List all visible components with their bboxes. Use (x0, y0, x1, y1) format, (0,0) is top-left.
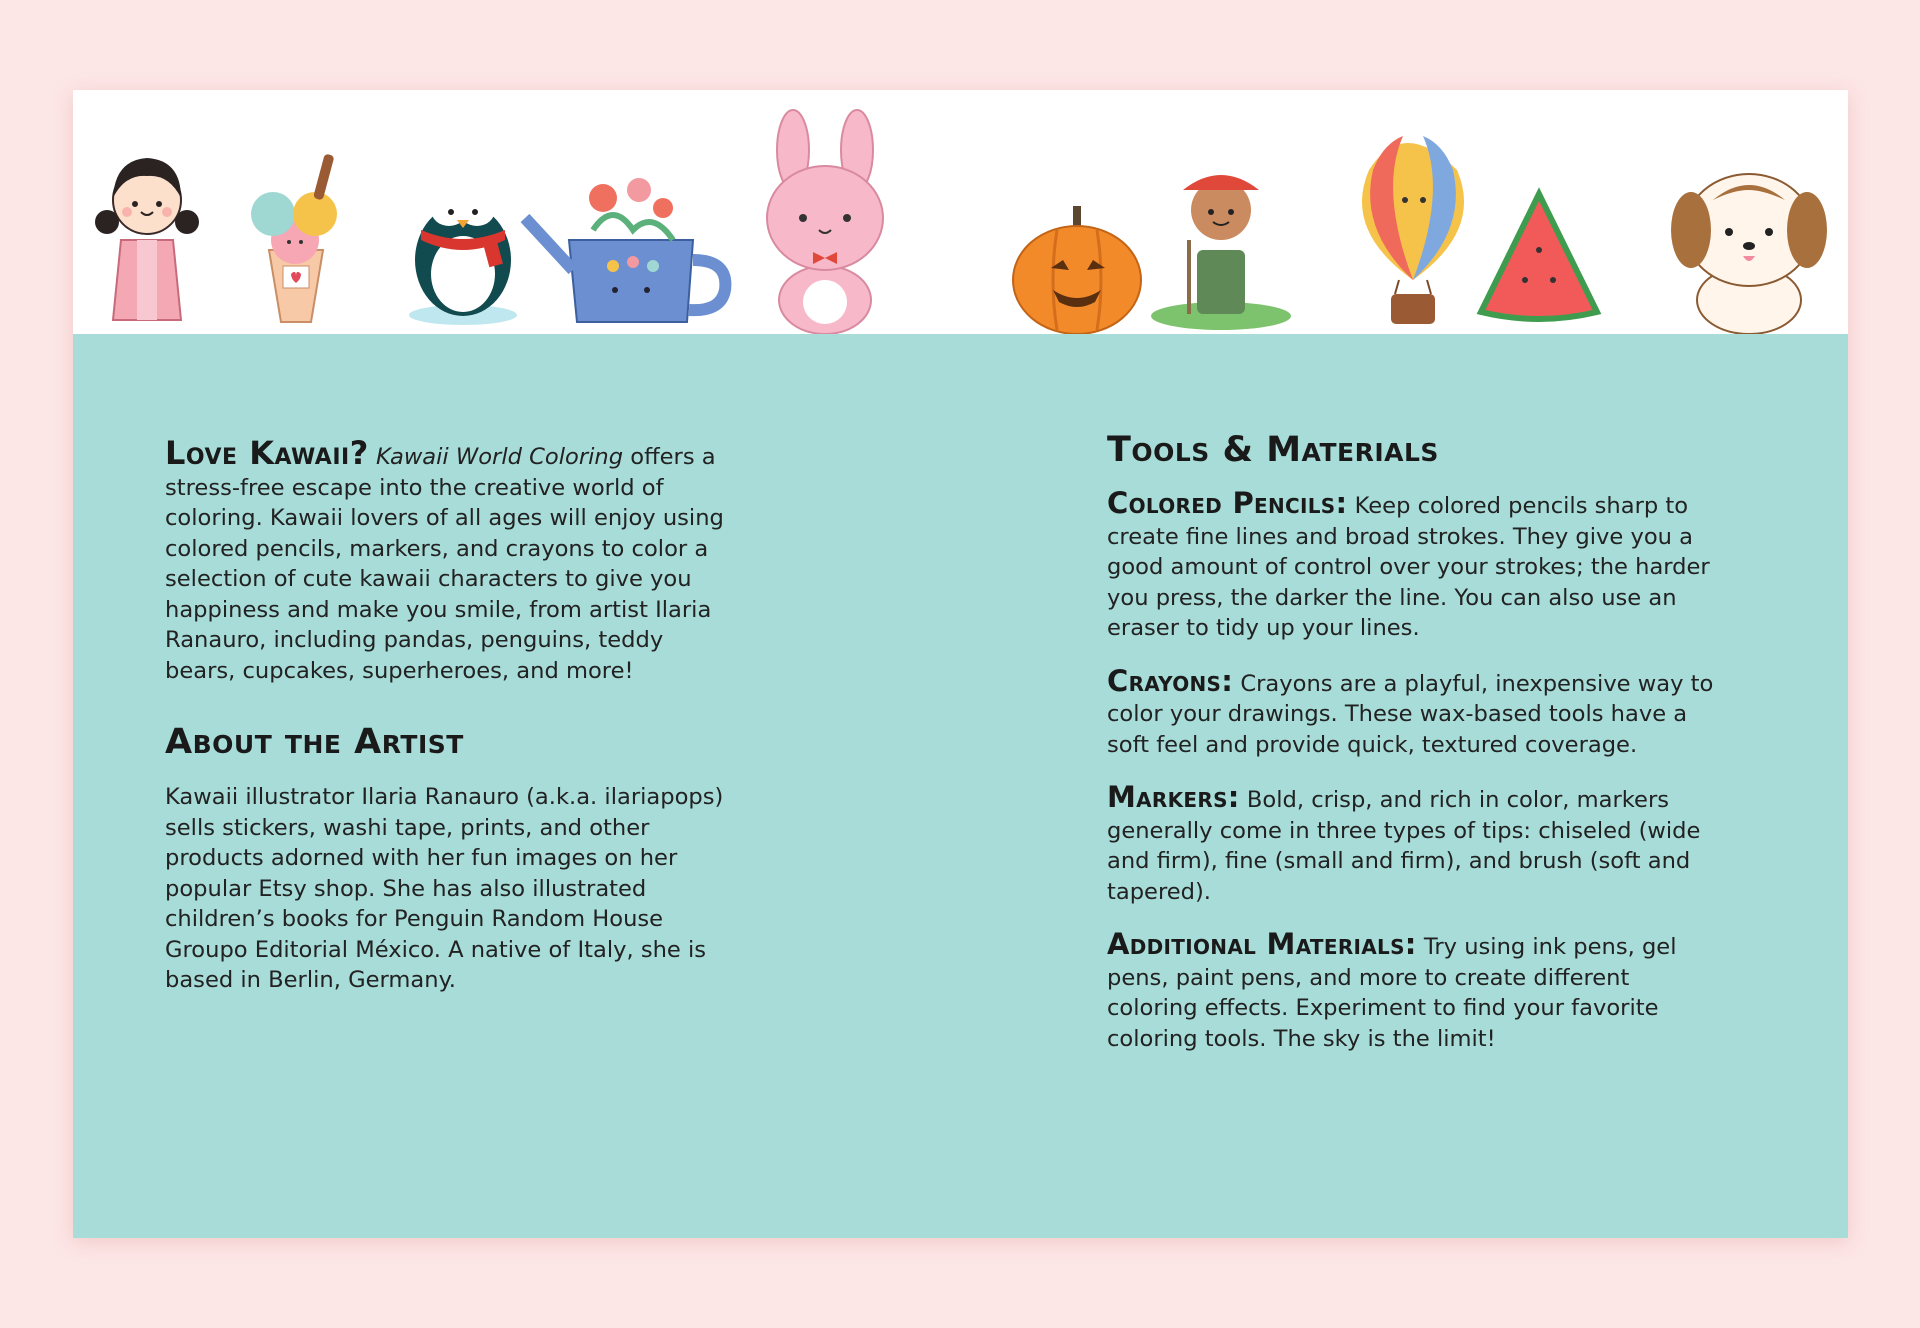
markers-label: Markers: (1107, 780, 1240, 814)
penguin-illustration (409, 194, 517, 325)
watermelon-slice-illustration (1481, 194, 1597, 319)
colored-pencils-text: Keep colored pencils sharp to create fine lines and broad strokes. They give you a good amount of control over your strokes; the harder you press, the darker the line. You can also use an eraser to tidy up your lines. (1107, 493, 1710, 641)
book-spread (73, 90, 1848, 1238)
crayons-item (1107, 663, 1727, 761)
about-artist-body: Kawaii illustrator Ilaria Ranauro (a.k.a. ilariapops) sells stickers, washi tape, prints, and other products adorned with her fun images on her popular Etsy shop. She has also illustrated children’s books for Penguin Random House Groupo Editorial México. A native of Italy, she is based in Berlin, Germany. (165, 784, 724, 993)
additional-materials-text: Try using ink pens, gel pens, paint pens, and more to create different coloring effects. Experiment to find your favorite coloring tools. The sky is the limit! (1107, 934, 1677, 1052)
intro-heading: Love Kawaii? (165, 434, 369, 472)
additional-materials-label: Additional Materials: (1107, 927, 1417, 961)
book-title: Kawaii World Coloring (375, 444, 624, 470)
crayons-text: Crayons are a playful, inexpensive way to color your drawings. These wax-based tools have a soft feel and provide quick, textured coverage. (1107, 670, 1714, 758)
character-banner (73, 90, 1848, 334)
intro-body: offers a stress-free escape into the creative world of coloring. Kawaii lovers of all ages will enjoy using colored pencils, markers, and crayons to color a selection of cute kawaii characters to give you happiness and make you smile, from artist Ilaria Ranauro, including pandas, penguins, teddy bears, cupcakes, superheroes, and more! (165, 444, 724, 684)
colored-pencils-label: Colored Pencils: (1107, 486, 1348, 520)
left-column (165, 434, 725, 996)
kimono-girl-illustration (95, 158, 199, 320)
additional-materials-item (1107, 929, 1727, 1054)
tools-materials-heading: Tools & Materials (1107, 430, 1439, 470)
hot-air-balloon-illustration (1362, 136, 1464, 324)
pumpkin-illustration (1013, 206, 1141, 334)
bunny-illustration (767, 110, 883, 334)
ice-cream-cone-illustration (251, 153, 337, 322)
about-artist-heading: About the Artist (165, 722, 464, 762)
crayons-label: Crayons: (1107, 663, 1234, 698)
intro-paragraph (165, 434, 725, 686)
markers-text: Bold, crisp, and rich in color, markers generally come in three types of tips: chiseled (wide and firm), fine (small and firm), and brush (soft and tapered). (1107, 787, 1701, 905)
puppy-illustration (1671, 174, 1827, 334)
markers-item (1107, 782, 1727, 907)
right-column (1107, 430, 1727, 1054)
watering-can-illustration (525, 178, 725, 322)
gardener-boy-illustration (1151, 175, 1291, 330)
colored-pencils-item (1107, 488, 1727, 644)
